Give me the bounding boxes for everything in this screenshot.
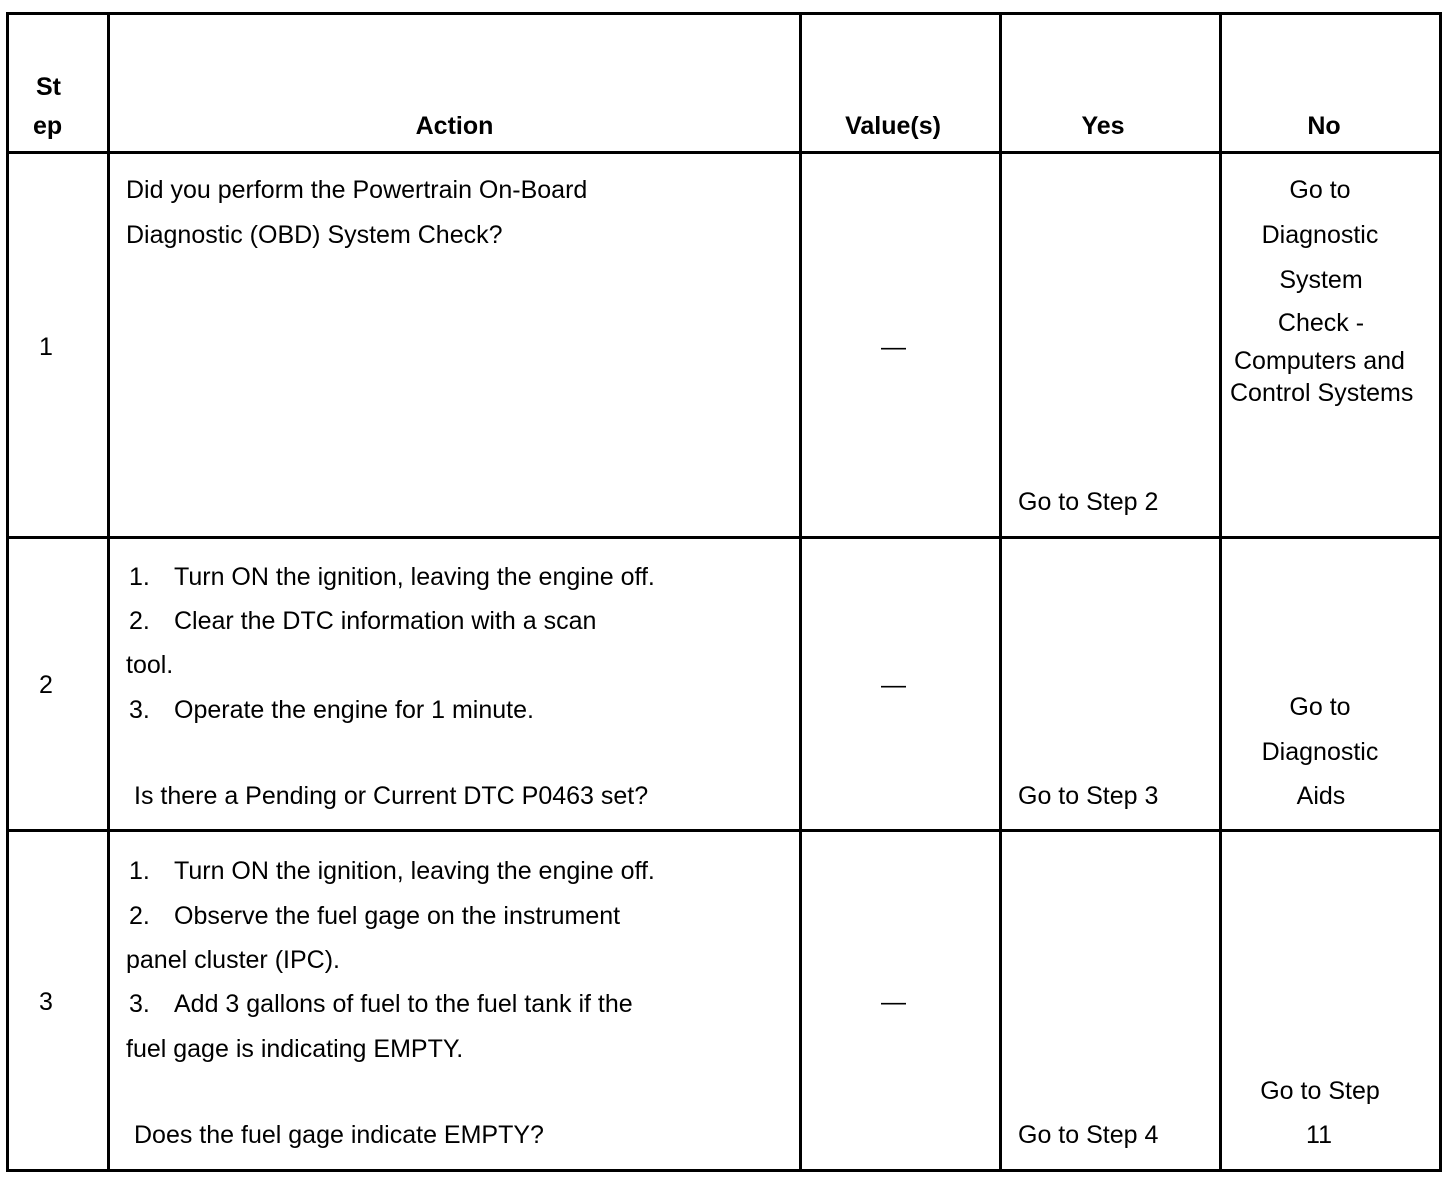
- action-text: Turn ON the ignition, leaving the engine off.: [174, 857, 655, 885]
- header-step-line1: St: [36, 73, 61, 101]
- list-number: 3.: [129, 696, 150, 724]
- no-result: Computers and: [1234, 347, 1405, 375]
- header-no: No: [1307, 112, 1341, 140]
- no-result: Diagnostic: [1261, 738, 1379, 766]
- list-number: 1.: [129, 857, 150, 885]
- table-border-top: [6, 12, 1442, 15]
- action-text: Turn ON the ignition, leaving the engine off.: [174, 563, 655, 591]
- header-divider: [6, 151, 1442, 154]
- no-result: Check -: [1277, 309, 1365, 337]
- action-text: Operate the engine for 1 minute.: [174, 696, 534, 724]
- list-number: 2.: [129, 902, 150, 930]
- action-text: tool.: [126, 651, 174, 679]
- step-number: 3: [39, 988, 53, 1016]
- action-text: Diagnostic (OBD) System Check?: [126, 221, 503, 249]
- column-divider: [107, 12, 110, 1172]
- no-result: Go to: [1289, 176, 1351, 204]
- step-number: 1: [39, 333, 53, 361]
- value-dash: —: [881, 671, 906, 699]
- action-question: Is there a Pending or Current DTC P0463 set?: [134, 782, 649, 810]
- yes-result: Go to Step 2: [1018, 488, 1159, 516]
- header-step-line2: ep: [33, 112, 63, 140]
- action-text: panel cluster (IPC).: [126, 946, 340, 974]
- column-divider: [999, 12, 1002, 1172]
- no-result: Control Systems: [1230, 379, 1414, 407]
- header-action: Action: [415, 112, 494, 140]
- no-result: Go to: [1289, 693, 1351, 721]
- list-number: 1.: [129, 563, 150, 591]
- header-yes: Yes: [1081, 112, 1125, 140]
- no-result: System: [1279, 266, 1363, 294]
- yes-result: Go to Step 4: [1018, 1121, 1159, 1149]
- action-question: Does the fuel gage indicate EMPTY?: [134, 1121, 544, 1149]
- action-text: fuel gage is indicating EMPTY.: [126, 1035, 464, 1063]
- no-result: 11: [1306, 1121, 1332, 1149]
- row-divider: [6, 829, 1442, 832]
- list-number: 3.: [129, 990, 150, 1018]
- action-text: Observe the fuel gage on the instrument: [174, 902, 621, 930]
- yes-result: Go to Step 3: [1018, 782, 1159, 810]
- step-number: 2: [39, 671, 53, 699]
- no-result: Diagnostic: [1261, 221, 1379, 249]
- action-text: Clear the DTC information with a scan: [174, 607, 597, 635]
- table-border-left: [6, 12, 9, 1172]
- row-divider: [6, 536, 1442, 539]
- table-border-bottom: [6, 1169, 1442, 1172]
- no-result: Go to Step: [1260, 1077, 1380, 1105]
- header-values: Value(s): [845, 112, 941, 140]
- column-divider: [799, 12, 802, 1172]
- action-text: Did you perform the Powertrain On-Board: [126, 176, 588, 204]
- value-dash: —: [881, 988, 906, 1016]
- table-border-right: [1439, 12, 1442, 1172]
- value-dash: —: [881, 333, 906, 361]
- no-result: Aids: [1296, 782, 1346, 810]
- list-number: 2.: [129, 607, 150, 635]
- action-text: Add 3 gallons of fuel to the fuel tank if the: [174, 990, 633, 1018]
